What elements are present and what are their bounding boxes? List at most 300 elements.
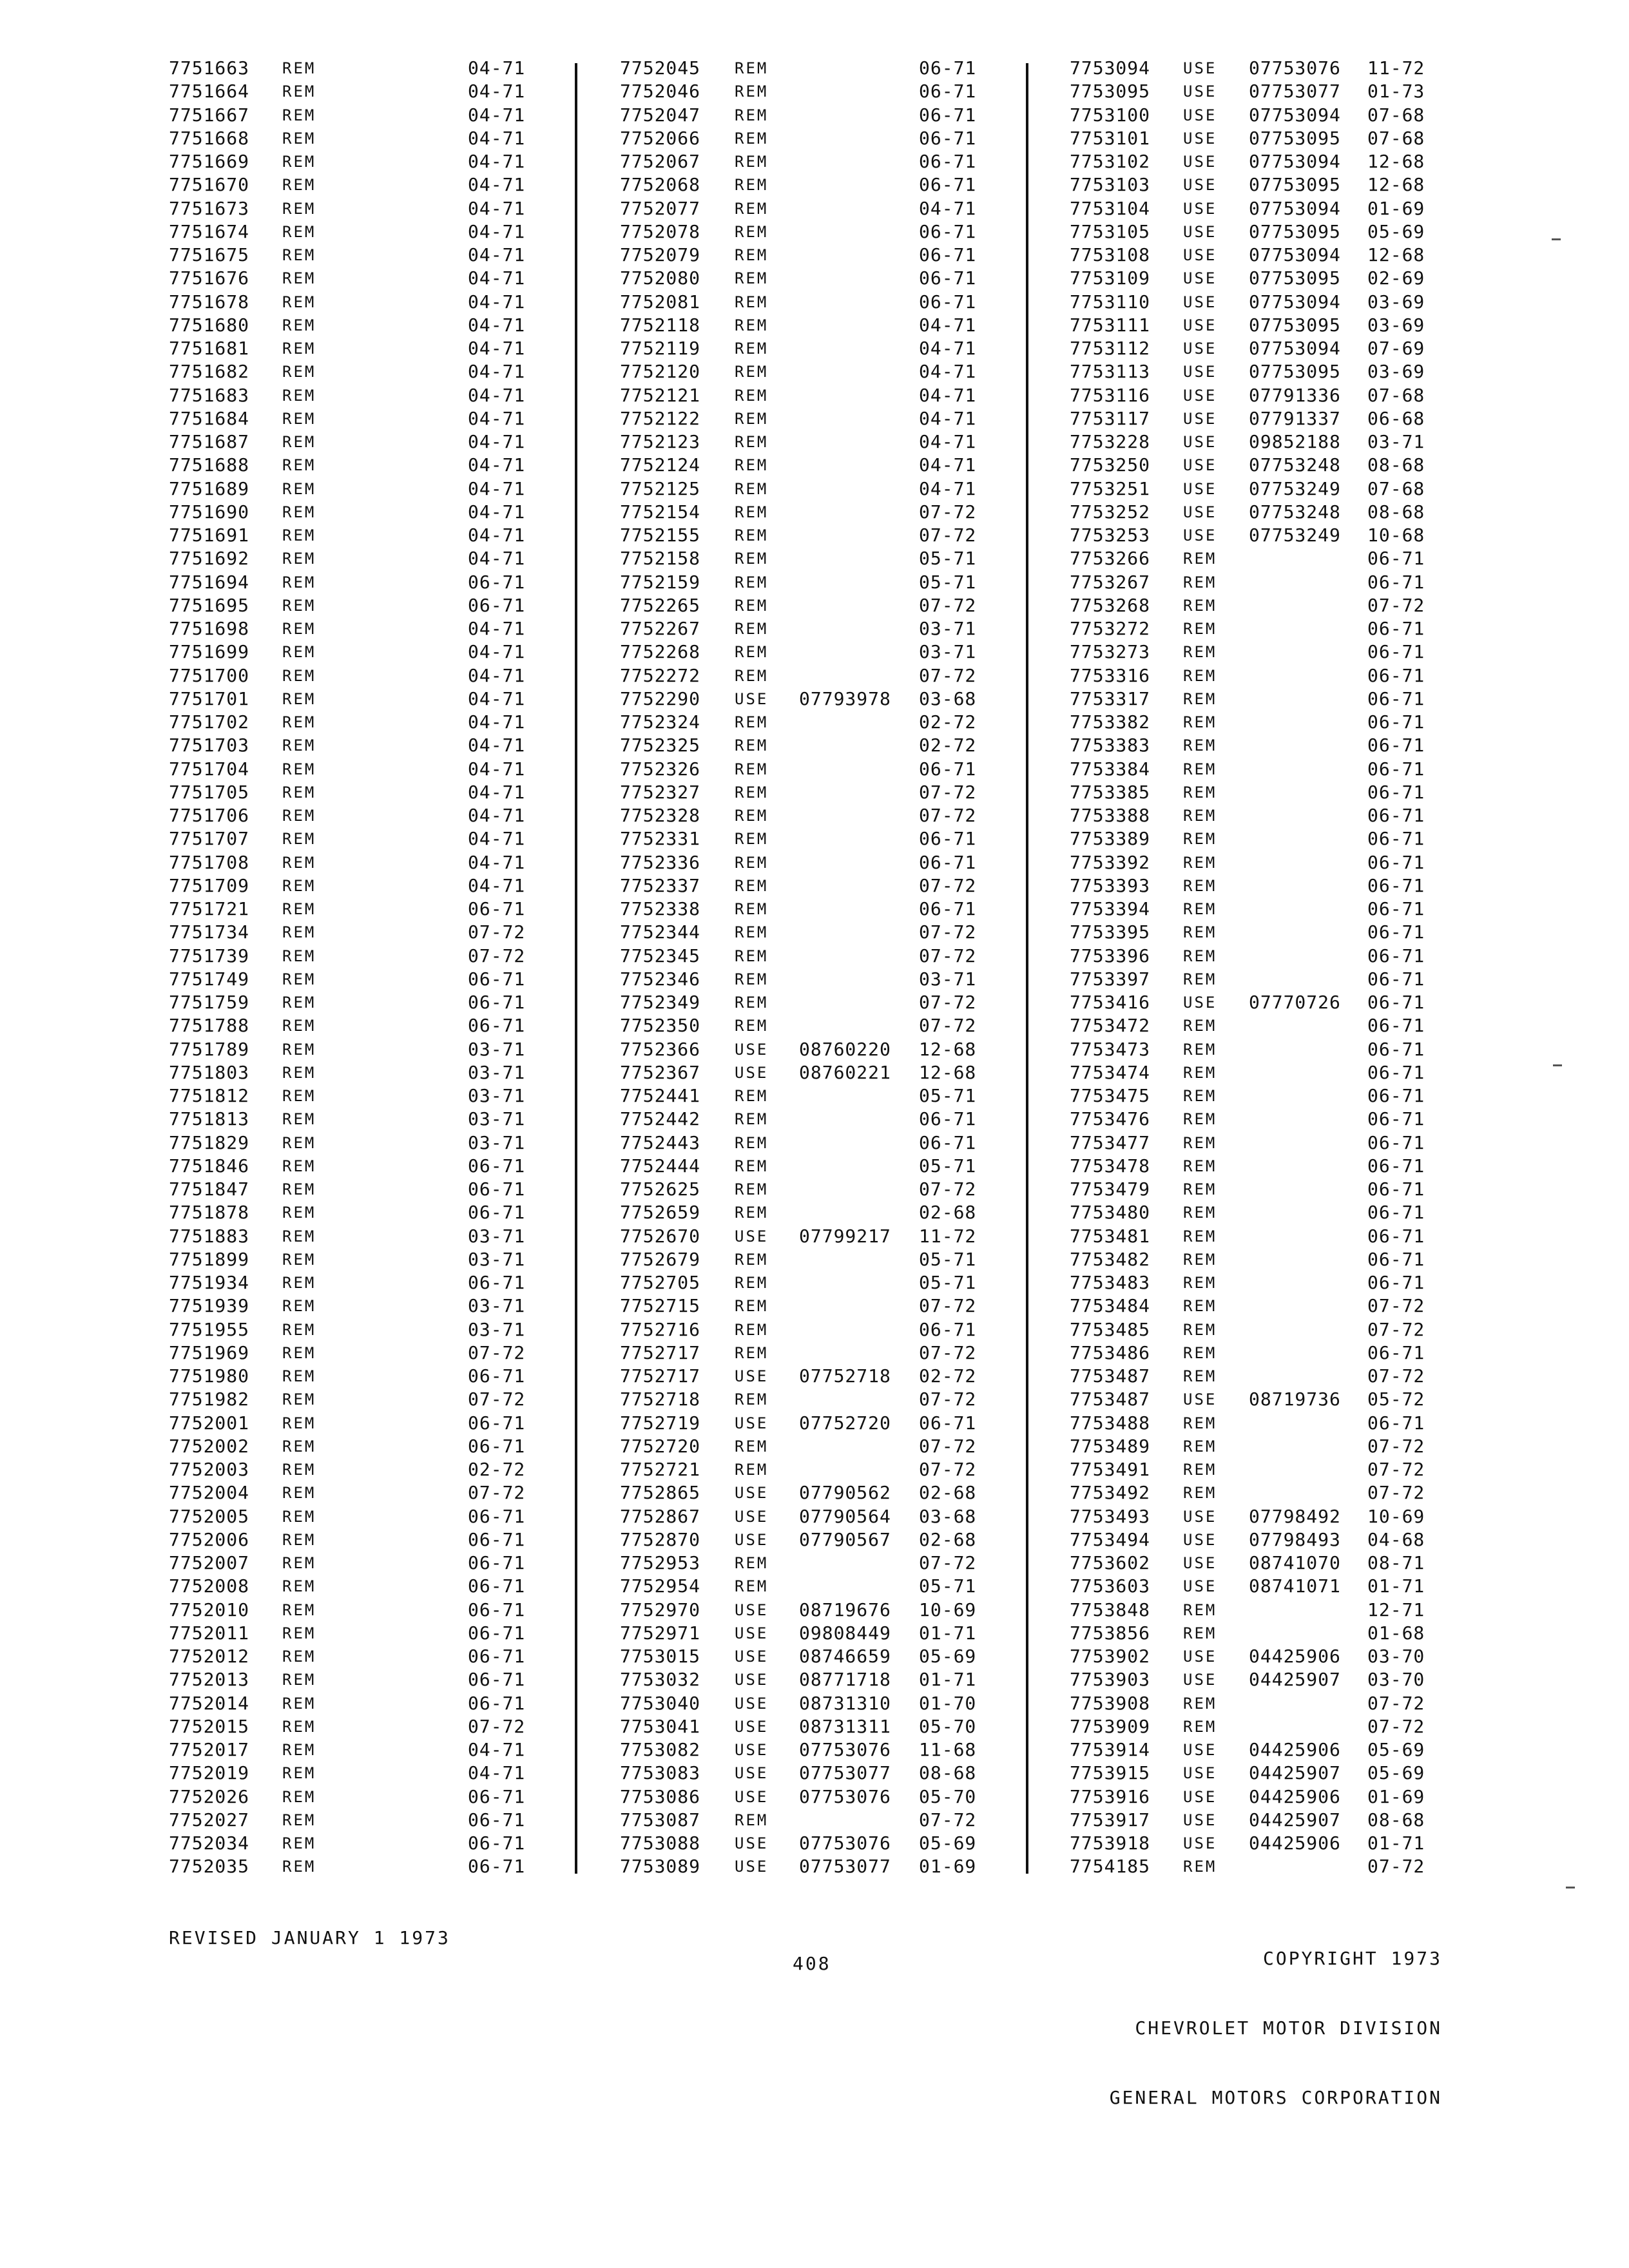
parts-row <box>1070 1832 1450 1855</box>
replacement-part: 07753248 <box>1249 501 1341 523</box>
parts-row <box>1070 477 1450 501</box>
parts-row <box>620 1341 1007 1365</box>
date-code: 07-72 <box>468 1715 526 1737</box>
status-code: REM <box>282 409 316 428</box>
parts-row <box>620 945 1007 968</box>
parts-row <box>620 1318 1007 1341</box>
date-code: 05-71 <box>919 548 977 570</box>
date-code: 04-71 <box>468 220 526 242</box>
status-code: REM <box>1183 1017 1217 1035</box>
date-code: 07-72 <box>1367 1365 1425 1387</box>
status-code: USE <box>735 1764 769 1783</box>
parts-row <box>169 104 562 127</box>
status-code: REM <box>735 1554 769 1572</box>
parts-row <box>1070 244 1450 267</box>
part-number: 7753087 <box>620 1809 701 1831</box>
date-code: 03-71 <box>468 1295 526 1317</box>
parts-row <box>169 1341 562 1365</box>
part-number: 7753478 <box>1070 1155 1151 1177</box>
date-code: 08-68 <box>919 1762 977 1784</box>
date-code: 07-72 <box>919 524 977 546</box>
part-number: 7753473 <box>1070 1038 1151 1060</box>
date-code: 06-71 <box>468 898 526 919</box>
status-code: REM <box>1183 1040 1217 1059</box>
status-code: USE <box>735 1530 769 1549</box>
replacement-part: 07798492 <box>1249 1505 1341 1527</box>
date-code: 03-71 <box>468 1061 526 1083</box>
status-code: USE <box>1183 1834 1217 1852</box>
parts-row <box>169 1505 562 1528</box>
parts-row <box>169 220 562 244</box>
date-code: 03-71 <box>1367 431 1425 452</box>
part-number: 7752272 <box>620 664 701 686</box>
parts-row <box>169 150 562 173</box>
date-code: 06-71 <box>1367 1155 1425 1177</box>
part-number: 7752705 <box>620 1272 701 1293</box>
parts-row <box>169 1599 562 1622</box>
parts-row <box>620 314 1007 337</box>
parts-row <box>1070 1692 1450 1715</box>
part-number: 7753102 <box>1070 151 1151 172</box>
status-code: REM <box>282 1367 316 1385</box>
part-number: 7752079 <box>620 244 701 265</box>
status-code: REM <box>282 1390 316 1409</box>
parts-row <box>620 291 1007 314</box>
status-code: REM <box>1183 689 1217 708</box>
status-code: REM <box>282 1461 316 1479</box>
status-code: REM <box>282 1764 316 1783</box>
part-number: 7752327 <box>620 781 701 803</box>
replacement-part: 04425906 <box>1249 1739 1341 1760</box>
part-number: 7752123 <box>620 431 701 452</box>
date-code: 04-71 <box>468 524 526 546</box>
status-code: REM <box>1183 876 1217 895</box>
status-code: USE <box>1183 1787 1217 1806</box>
status-code: REM <box>735 853 769 872</box>
part-number: 7752326 <box>620 758 701 780</box>
parts-row <box>1070 1341 1450 1365</box>
date-code: 03-70 <box>1367 1646 1425 1667</box>
part-number: 7752159 <box>620 571 701 593</box>
date-code: 06-71 <box>1367 548 1425 570</box>
parts-row <box>620 1855 1007 1878</box>
parts-row <box>169 1668 562 1691</box>
date-code: 07-72 <box>919 1435 977 1457</box>
scan-mark <box>1566 1887 1575 1888</box>
parts-row <box>169 1155 562 1178</box>
date-code: 06-71 <box>1367 618 1425 639</box>
part-number: 7753111 <box>1070 314 1151 336</box>
parts-row <box>169 430 562 454</box>
parts-row <box>620 1038 1007 1061</box>
replacement-part: 07753094 <box>1249 338 1341 359</box>
date-code: 06-71 <box>1367 1178 1425 1200</box>
status-code: REM <box>1183 1717 1217 1736</box>
date-code: 04-71 <box>468 687 526 709</box>
status-code: REM <box>1183 666 1217 685</box>
parts-row <box>169 1575 562 1598</box>
part-number: 7753479 <box>1070 1178 1151 1200</box>
replacement-part: 07753248 <box>1249 454 1341 476</box>
date-code: 04-71 <box>919 431 977 452</box>
status-code: REM <box>282 176 316 195</box>
date-code: 01-70 <box>919 1692 977 1714</box>
replacement-part: 07752718 <box>799 1365 891 1387</box>
status-code: REM <box>282 1858 316 1876</box>
date-code: 06-71 <box>919 1108 977 1130</box>
date-code: 07-72 <box>1367 1856 1425 1878</box>
parts-row <box>620 827 1007 850</box>
date-code: 06-71 <box>468 1692 526 1714</box>
status-code: REM <box>282 1133 316 1152</box>
status-code: REM <box>282 1087 316 1105</box>
part-number: 7752720 <box>620 1435 701 1457</box>
parts-row <box>169 1061 562 1084</box>
status-code: REM <box>282 1227 316 1245</box>
parts-row <box>1070 945 1450 968</box>
parts-row <box>1070 220 1450 244</box>
date-code: 04-71 <box>468 454 526 476</box>
parts-row <box>169 407 562 430</box>
part-number: 7752006 <box>169 1528 250 1550</box>
date-code: 06-71 <box>919 127 977 149</box>
part-number: 7753918 <box>1070 1832 1151 1854</box>
revision-note: REVISED JANUARY 1 1973 <box>169 1927 450 1948</box>
status-code: USE <box>735 1834 769 1852</box>
date-code: 06-71 <box>1367 735 1425 756</box>
parts-row <box>620 1762 1007 1785</box>
parts-row <box>169 127 562 150</box>
part-number: 7753032 <box>620 1669 701 1691</box>
date-code: 07-72 <box>919 781 977 803</box>
status-code: REM <box>282 456 316 475</box>
date-code: 04-71 <box>468 781 526 803</box>
date-code: 12-68 <box>919 1061 977 1083</box>
part-number: 7752003 <box>169 1459 250 1480</box>
part-number: 7753267 <box>1070 571 1151 593</box>
part-number: 7752034 <box>169 1832 250 1854</box>
part-number: 7752077 <box>620 197 701 219</box>
part-number: 7753253 <box>1070 524 1151 546</box>
status-code: REM <box>282 153 316 171</box>
status-code: REM <box>282 1811 316 1829</box>
parts-row <box>620 1505 1007 1528</box>
parts-row <box>1070 267 1450 290</box>
status-code: REM <box>735 1297 769 1316</box>
date-code: 02-68 <box>919 1482 977 1504</box>
parts-row <box>1070 1248 1450 1271</box>
part-number: 7753484 <box>1070 1295 1151 1317</box>
part-number: 7753250 <box>1070 454 1151 476</box>
part-number: 7753117 <box>1070 407 1151 429</box>
parts-row <box>169 1785 562 1809</box>
status-code: USE <box>1183 1671 1217 1689</box>
status-code: USE <box>1183 1390 1217 1409</box>
status-code: USE <box>1183 246 1217 264</box>
part-number: 7753603 <box>1070 1575 1151 1597</box>
parts-row <box>620 687 1007 711</box>
parts-row <box>1070 127 1450 150</box>
date-code: 06-71 <box>1367 1015 1425 1037</box>
part-number: 7751846 <box>169 1155 250 1177</box>
status-code: REM <box>1183 783 1217 802</box>
parts-row <box>1070 1645 1450 1668</box>
part-number: 7752068 <box>620 174 701 196</box>
parts-row <box>1070 827 1450 850</box>
status-code: USE <box>1183 82 1217 101</box>
date-code: 06-71 <box>468 992 526 1013</box>
status-code: REM <box>282 479 316 498</box>
status-code: REM <box>282 106 316 124</box>
replacement-part: 07753094 <box>1249 197 1341 219</box>
part-number: 7752004 <box>169 1482 250 1504</box>
date-code: 03-71 <box>919 968 977 990</box>
replacement-part: 08719736 <box>1249 1389 1341 1410</box>
part-number: 7751683 <box>169 384 250 406</box>
date-code: 07-72 <box>919 1341 977 1363</box>
status-code: REM <box>282 596 316 615</box>
date-code: 07-72 <box>1367 1459 1425 1480</box>
replacement-part: 07753077 <box>799 1856 891 1878</box>
date-code: 06-71 <box>1367 571 1425 593</box>
parts-row <box>1070 1061 1450 1084</box>
date-code: 04-71 <box>919 314 977 336</box>
parts-row <box>169 501 562 524</box>
status-code: REM <box>282 129 316 148</box>
parts-row <box>1070 501 1450 524</box>
part-number: 7752953 <box>620 1552 701 1573</box>
date-code: 04-71 <box>468 151 526 172</box>
part-number: 7753487 <box>1070 1389 1151 1410</box>
date-code: 06-71 <box>468 1832 526 1854</box>
status-code: USE <box>1183 479 1217 498</box>
part-number: 7751789 <box>169 1038 250 1060</box>
part-number: 7753082 <box>620 1739 701 1760</box>
replacement-part: 07753094 <box>1249 291 1341 312</box>
date-code: 06-71 <box>1367 1061 1425 1083</box>
part-number: 7752443 <box>620 1131 701 1153</box>
date-code: 04-71 <box>468 407 526 429</box>
date-code: 04-71 <box>468 174 526 196</box>
date-code: 12-68 <box>1367 174 1425 196</box>
status-code: REM <box>282 1787 316 1806</box>
date-code: 10-69 <box>1367 1505 1425 1527</box>
replacement-part: 07799217 <box>799 1225 891 1247</box>
status-code: REM <box>735 1204 769 1222</box>
part-number: 7753392 <box>1070 851 1151 873</box>
parts-row <box>169 898 562 921</box>
status-code: REM <box>1183 1110 1217 1129</box>
parts-row <box>1070 1365 1450 1388</box>
parts-row <box>620 1458 1007 1481</box>
status-code: REM <box>735 807 769 825</box>
parts-row <box>169 1622 562 1645</box>
part-number: 7751706 <box>169 805 250 826</box>
status-code: REM <box>1183 1087 1217 1105</box>
date-code: 04-71 <box>468 267 526 289</box>
status-code: REM <box>1183 1858 1217 1876</box>
date-code: 03-71 <box>468 1131 526 1153</box>
replacement-part: 04425907 <box>1249 1809 1341 1831</box>
parts-row <box>169 1131 562 1155</box>
part-number: 7751829 <box>169 1131 250 1153</box>
date-code: 06-71 <box>1367 1412 1425 1434</box>
status-code: REM <box>1183 1437 1217 1456</box>
date-code: 07-68 <box>1367 127 1425 149</box>
date-code: 02-72 <box>919 735 977 756</box>
parts-row <box>1070 968 1450 991</box>
part-number: 7752954 <box>620 1575 701 1597</box>
part-number: 7753856 <box>1070 1622 1151 1644</box>
status-code: USE <box>1183 1507 1217 1526</box>
part-number: 7752337 <box>620 874 701 896</box>
part-number: 7753488 <box>1070 1412 1151 1434</box>
status-code: REM <box>282 900 316 918</box>
part-number: 7751707 <box>169 828 250 850</box>
status-code: REM <box>282 923 316 942</box>
parts-row <box>620 1084 1007 1108</box>
parts-row <box>620 1552 1007 1575</box>
part-number: 7752441 <box>620 1085 701 1106</box>
date-code: 06-71 <box>919 828 977 850</box>
status-code: REM <box>735 1157 769 1175</box>
date-code: 06-71 <box>1367 711 1425 733</box>
part-number: 7753086 <box>620 1785 701 1807</box>
replacement-part: 07753095 <box>1249 174 1341 196</box>
date-code: 02-72 <box>919 1365 977 1387</box>
parts-row <box>620 407 1007 430</box>
part-number: 7753088 <box>620 1832 701 1854</box>
status-code: REM <box>735 1461 769 1479</box>
status-code: REM <box>735 1087 769 1105</box>
parts-row <box>620 571 1007 594</box>
status-code: USE <box>1183 1741 1217 1759</box>
status-code: REM <box>282 830 316 849</box>
parts-row <box>620 1622 1007 1645</box>
status-code: REM <box>1183 1320 1217 1339</box>
part-number: 7752716 <box>620 1318 701 1340</box>
part-number: 7751687 <box>169 431 250 452</box>
part-number: 7751692 <box>169 548 250 570</box>
status-code: REM <box>282 1600 316 1619</box>
status-code: USE <box>1183 1530 1217 1549</box>
date-code: 05-69 <box>1367 1739 1425 1760</box>
part-number: 7752019 <box>169 1762 250 1784</box>
date-code: 04-71 <box>468 548 526 570</box>
date-code: 06-71 <box>468 1622 526 1644</box>
part-number: 7752268 <box>620 641 701 663</box>
parts-row <box>1070 804 1450 827</box>
part-number: 7752035 <box>169 1856 250 1878</box>
status-code: REM <box>282 59 316 77</box>
parts-row <box>620 1271 1007 1294</box>
parts-row <box>620 547 1007 570</box>
status-code: REM <box>282 199 316 218</box>
status-code: REM <box>1183 620 1217 638</box>
date-code: 03-71 <box>468 1085 526 1106</box>
parts-row <box>169 1084 562 1108</box>
status-code: REM <box>735 479 769 498</box>
replacement-part: 07753095 <box>1249 314 1341 336</box>
status-code: USE <box>1183 106 1217 124</box>
parts-row <box>1070 781 1450 804</box>
date-code: 04-71 <box>468 1739 526 1760</box>
status-code: USE <box>735 1717 769 1736</box>
parts-row <box>1070 991 1450 1014</box>
parts-row <box>1070 1225 1450 1248</box>
parts-row <box>620 384 1007 407</box>
status-code: REM <box>735 947 769 965</box>
part-number: 7751939 <box>169 1295 250 1317</box>
date-code: 06-71 <box>468 1785 526 1807</box>
part-number: 7753109 <box>1070 267 1151 289</box>
part-number: 7753494 <box>1070 1528 1151 1550</box>
status-code: REM <box>1183 596 1217 615</box>
date-code: 07-72 <box>1367 1435 1425 1457</box>
part-number: 7753382 <box>1070 711 1151 733</box>
parts-row <box>1070 1668 1450 1691</box>
status-code: REM <box>735 1180 769 1198</box>
copyright-block <box>1110 1901 1442 2133</box>
part-number: 7752067 <box>620 151 701 172</box>
date-code: 04-71 <box>468 431 526 452</box>
parts-row <box>620 781 1007 804</box>
date-code: 06-71 <box>468 1435 526 1457</box>
status-code: USE <box>1183 456 1217 475</box>
date-code: 07-72 <box>919 1809 977 1831</box>
part-number: 7752081 <box>620 291 701 312</box>
part-number: 7753393 <box>1070 874 1151 896</box>
date-code: 03-71 <box>468 1248 526 1270</box>
parts-row <box>169 1762 562 1785</box>
date-code: 04-71 <box>468 758 526 780</box>
date-code: 05-69 <box>919 1832 977 1854</box>
replacement-part: 08731311 <box>799 1715 891 1737</box>
date-code: 06-71 <box>1367 1085 1425 1106</box>
date-code: 04-71 <box>919 338 977 359</box>
parts-row <box>1070 360 1450 383</box>
part-number: 7751759 <box>169 992 250 1013</box>
part-number: 7753602 <box>1070 1552 1151 1573</box>
replacement-part: 07753076 <box>799 1739 891 1760</box>
status-code: REM <box>735 1811 769 1829</box>
date-code: 04-68 <box>1367 1528 1425 1550</box>
replacement-part: 07753095 <box>1249 361 1341 383</box>
part-number: 7753040 <box>620 1692 701 1714</box>
status-code: USE <box>1183 1577 1217 1596</box>
part-number: 7753483 <box>1070 1272 1151 1293</box>
part-number: 7751883 <box>169 1225 250 1247</box>
parts-row <box>620 267 1007 290</box>
part-number: 7751694 <box>169 571 250 593</box>
part-number: 7752120 <box>620 361 701 383</box>
parts-row <box>620 1155 1007 1178</box>
date-code: 03-69 <box>1367 361 1425 383</box>
status-code: REM <box>282 1648 316 1666</box>
date-code: 05-70 <box>919 1715 977 1737</box>
parts-row <box>1070 1084 1450 1108</box>
status-code: REM <box>282 1834 316 1852</box>
status-code: REM <box>282 807 316 825</box>
date-code: 07-72 <box>468 1341 526 1363</box>
status-code: USE <box>735 1858 769 1876</box>
date-code: 06-71 <box>1367 851 1425 873</box>
parts-row <box>169 1178 562 1201</box>
status-code: REM <box>735 246 769 264</box>
parts-row <box>1070 314 1450 337</box>
status-code: USE <box>1183 409 1217 428</box>
parts-row <box>169 524 562 547</box>
